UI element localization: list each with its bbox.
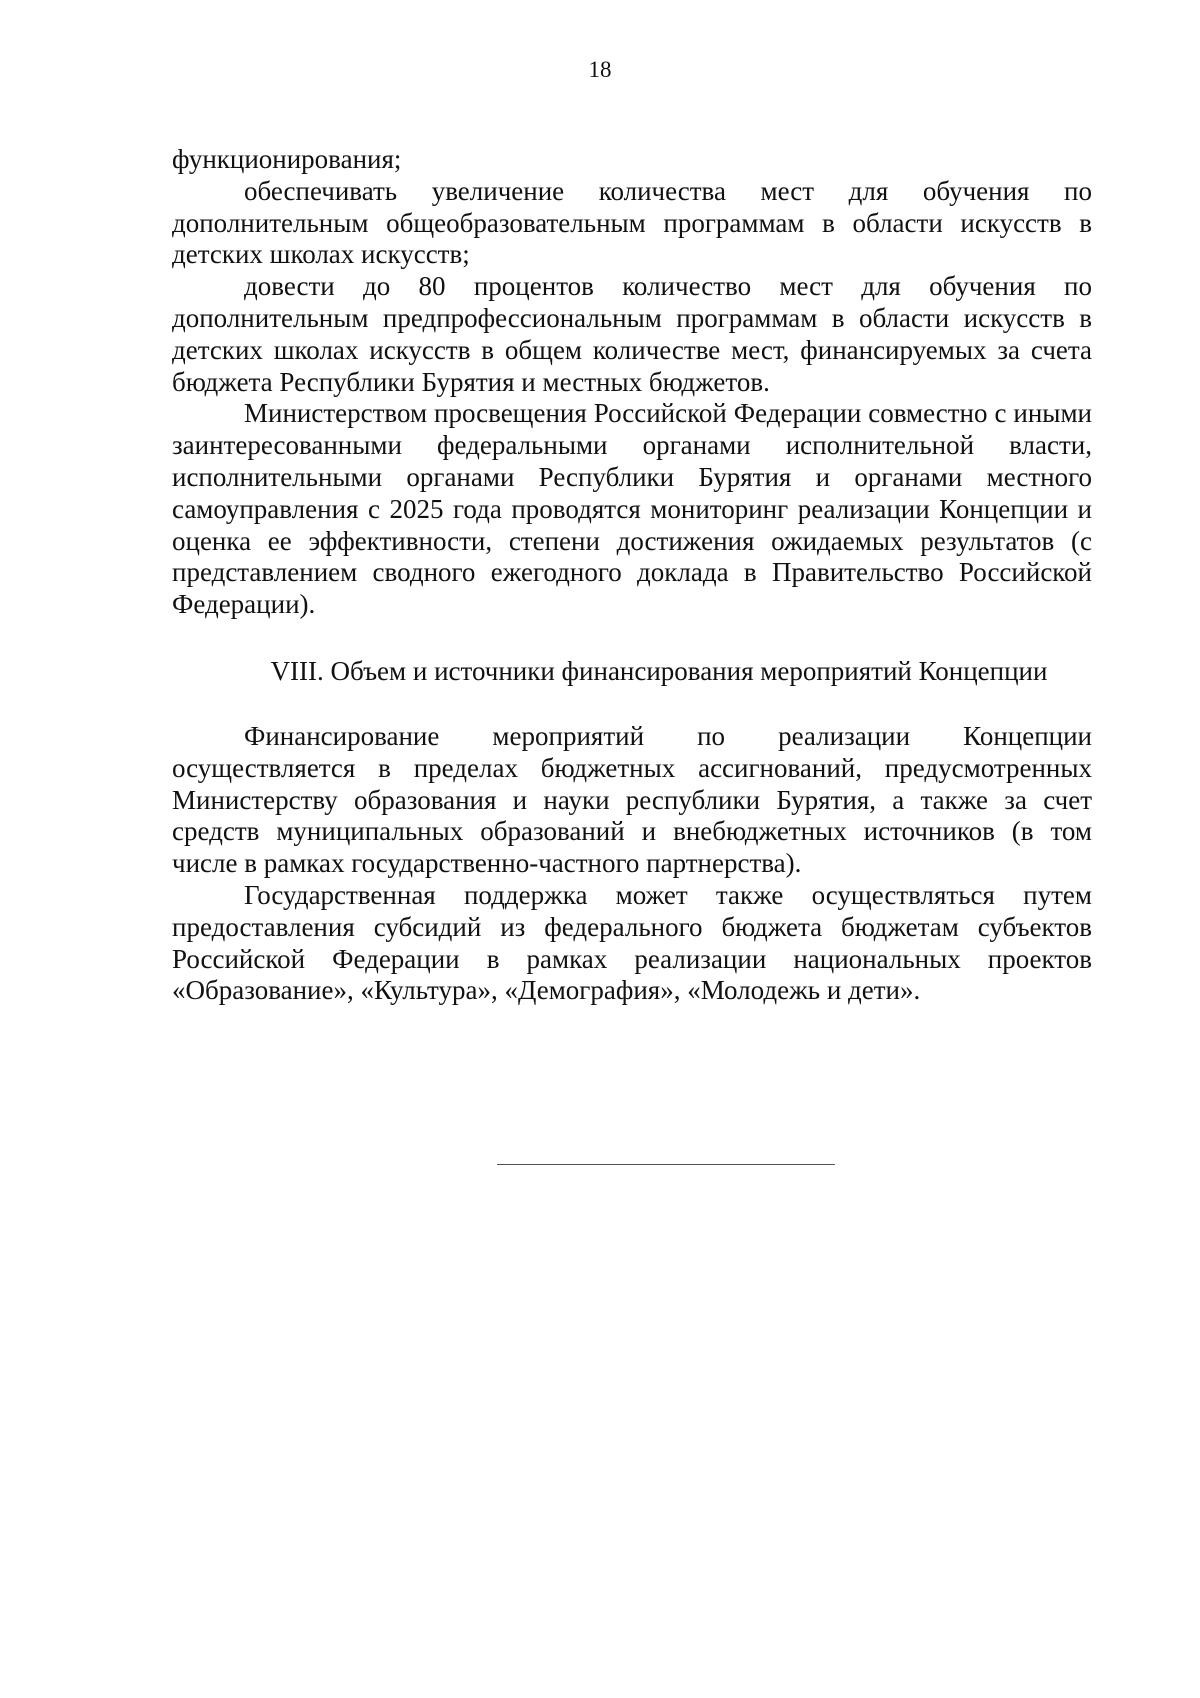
document-body [172,144,1092,1007]
paragraph-financing: Финансирование мероприятий по реализации Концепции осуществляется в пределах бюджетных ассигнований, предусмотренных Министерству образования и науки республики Бурятия, а также за счет средств муниципальных образований и внебюджетных источников (в том числе в рамках государственно-частного партнерства). [172,720,1092,879]
page-number: 18 [588,57,612,82]
section-heading: VIII. Объем и источники финансирования мероприятий Концепции [270,655,1048,686]
paragraph-continuation: функционирования; [172,144,402,174]
paragraph-state-support: Государственная поддержка может также осуществляться путем предоставления субсидий из федерального бюджета бюджетам субъектов Российской Федерации в рамках реализации национальных проектов «Образование», «Культура», «Демография», «Молодежь и дети». [172,879,1092,1006]
paragraph-increase-places: обеспечивать увеличение количества мест для обучения по дополнительным общеобразовательным программам в области искусств в детских школах искусств; [172,175,1092,270]
paragraph-monitoring: Министерством просвещения Российской Федерации совместно с иными заинтересованными федеральными органами исполнительной власти, исполнительными органами Республики Бурятия и органами местного самоуправления с 2025 года проводятся мониторинг реализации Концепции и оценка ее эффективности, степени достижения ожидаемых результатов (с представлением сводного ежегодного доклада в Правительство Российской Федерации). [172,398,1092,620]
end-divider [497,1164,835,1165]
paragraph-eighty-percent: довести до 80 процентов количество мест для обучения по дополнительным предпрофессиональным программам в области искусств в детских школах искусств в общем количестве мест, финансируемых за счета бюджета Республики Бурятия и местных бюджетов. [172,271,1092,397]
